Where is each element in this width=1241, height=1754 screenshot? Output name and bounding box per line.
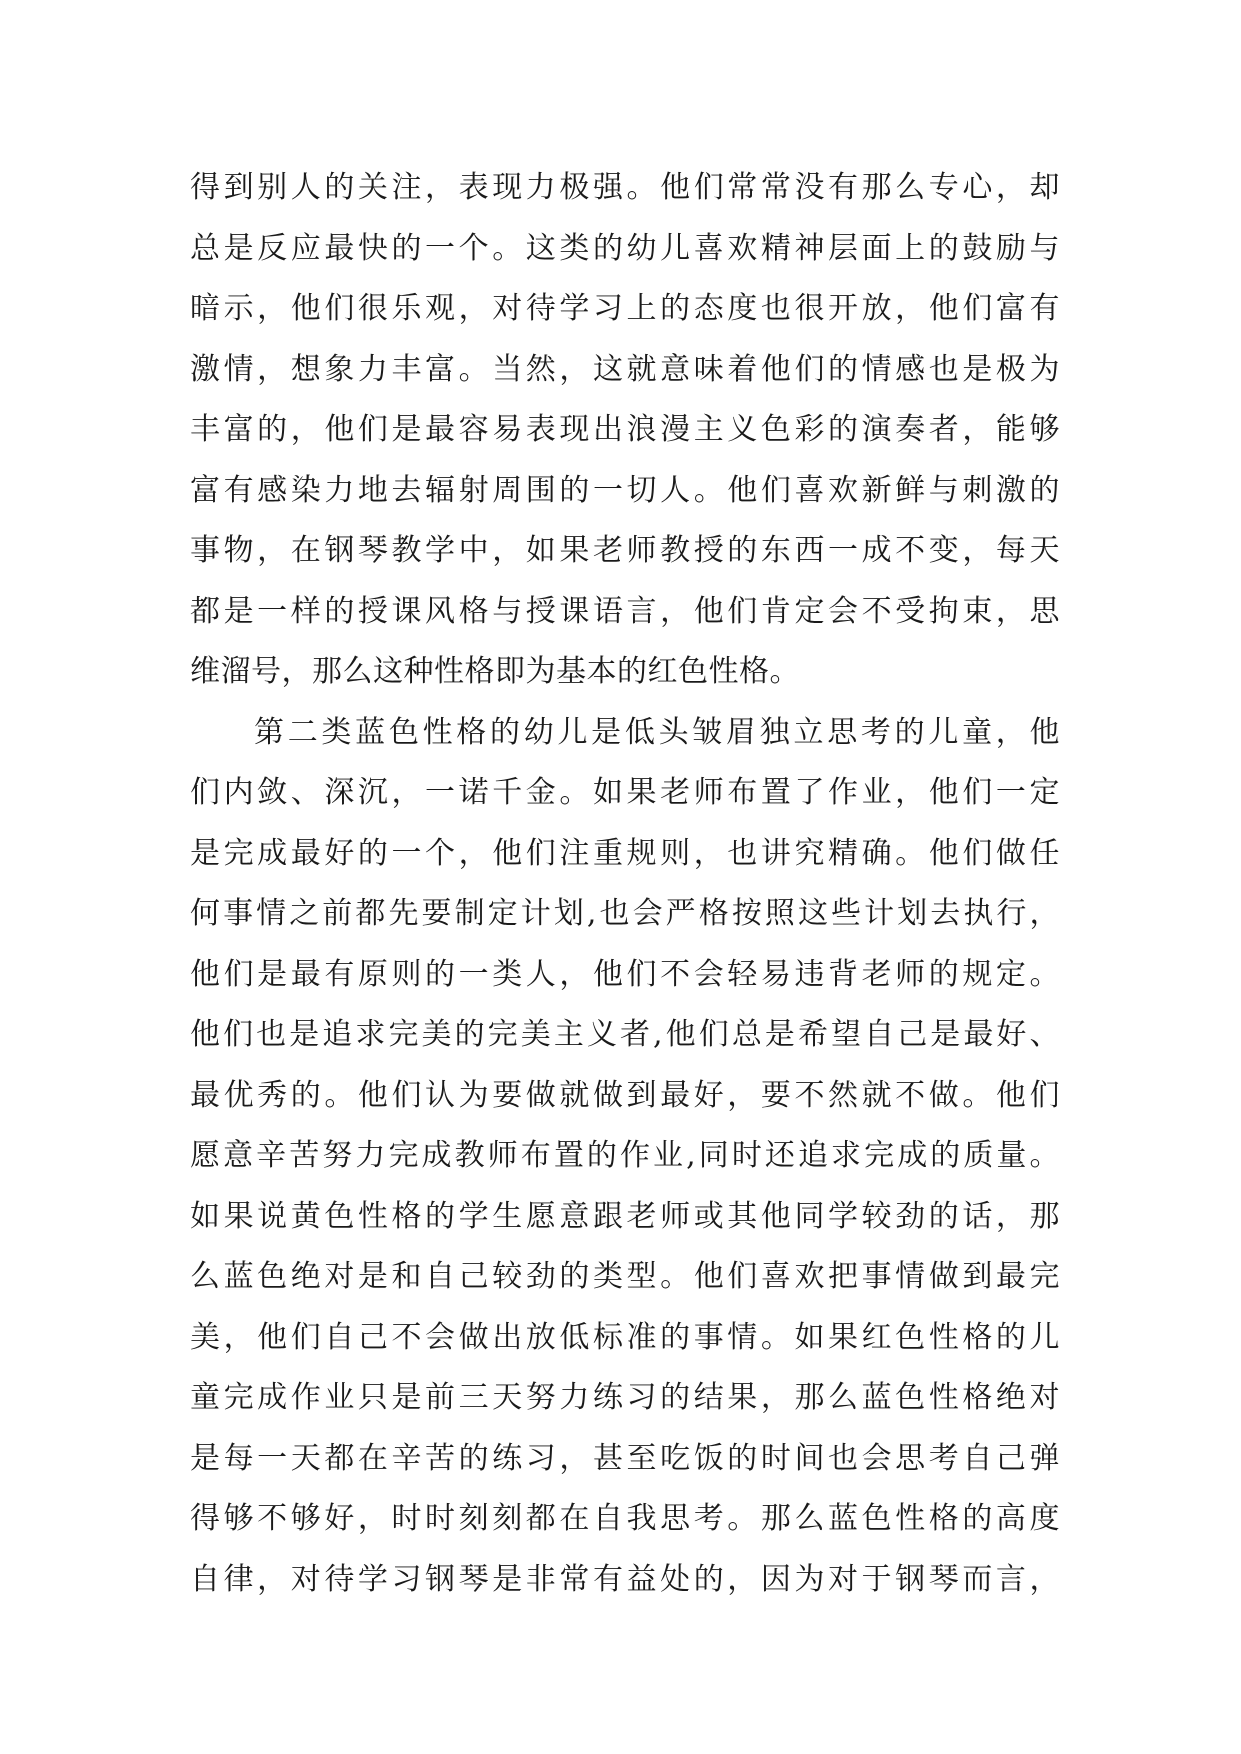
text-line: 如果说黄色性格的学生愿意跟老师或其他同学较劲的话，那: [190, 1198, 1060, 1234]
text-line: 第二类蓝色性格的幼儿是低头皱眉独立思考的儿童，他: [254, 714, 1060, 750]
text-line: 他们也是追求完美的完美主义者,他们总是希望自己是最好、: [190, 1017, 1060, 1052]
text-line: 最优秀的。他们认为要做就做到最好，要不然就不做。他们: [190, 1077, 1060, 1113]
text-line: 是完成最好的一个，他们注重规则，也讲究精确。他们做任: [190, 835, 1060, 871]
text-line: 么蓝色绝对是和自己较劲的类型。他们喜欢把事情做到最完: [190, 1259, 1060, 1294]
text-line: 是每一天都在辛苦的练习，甚至吃饭的时间也会思考自己弹: [190, 1440, 1060, 1476]
text-line: 愿意辛苦努力完成教师布置的作业,同时还追求完成的质量。: [190, 1138, 1060, 1173]
text-line: 们内敛、深沉，一诺千金。如果老师布置了作业，他们一定: [190, 775, 1060, 810]
text-line: 童完成作业只是前三天努力练习的结果，那么蓝色性格绝对: [190, 1380, 1060, 1415]
text-line: 他们是最有原则的一类人，他们不会轻易违背老师的规定。: [190, 956, 1060, 992]
body-text: [190, 158, 1060, 1610]
text-line: 暗示，他们很乐观，对待学习上的态度也很开放，他们富有: [190, 291, 1060, 326]
text-line: 自律，对待学习钢琴是非常有益处的，因为对于钢琴而言，: [190, 1561, 1060, 1597]
text-line: 富有感染力地去辐射周围的一切人。他们喜欢新鲜与刺激的: [190, 472, 1060, 508]
text-line: 丰富的，他们是最容易表现出浪漫主义色彩的演奏者，能够: [190, 412, 1060, 447]
paragraph-2: [190, 703, 1060, 1611]
text-line: 事物，在钢琴教学中，如果老师教授的东西一成不变，每天: [190, 533, 1060, 568]
text-line: 激情，想象力丰富。当然，这就意味着他们的情感也是极为: [190, 351, 1060, 387]
text-line: 维溜号，那么这种性格即为基本的红色性格。: [190, 654, 800, 689]
text-line: 美，他们自己不会做出放低标准的事情。如果红色性格的儿: [190, 1319, 1060, 1355]
text-line: 何事情之前都先要制定计划,也会严格按照这些计划去执行，: [190, 896, 1060, 931]
text-line: 得到别人的关注，表现力极强。他们常常没有那么专心，却: [190, 170, 1060, 205]
paragraph-1: [190, 158, 1060, 703]
text-line: 都是一样的授课风格与授课语言，他们肯定会不受拘束，思: [190, 593, 1060, 629]
text-line: 总是反应最快的一个。这类的幼儿喜欢精神层面上的鼓励与: [190, 230, 1060, 266]
text-line: 得够不够好，时时刻刻都在自我思考。那么蓝色性格的高度: [190, 1501, 1060, 1536]
